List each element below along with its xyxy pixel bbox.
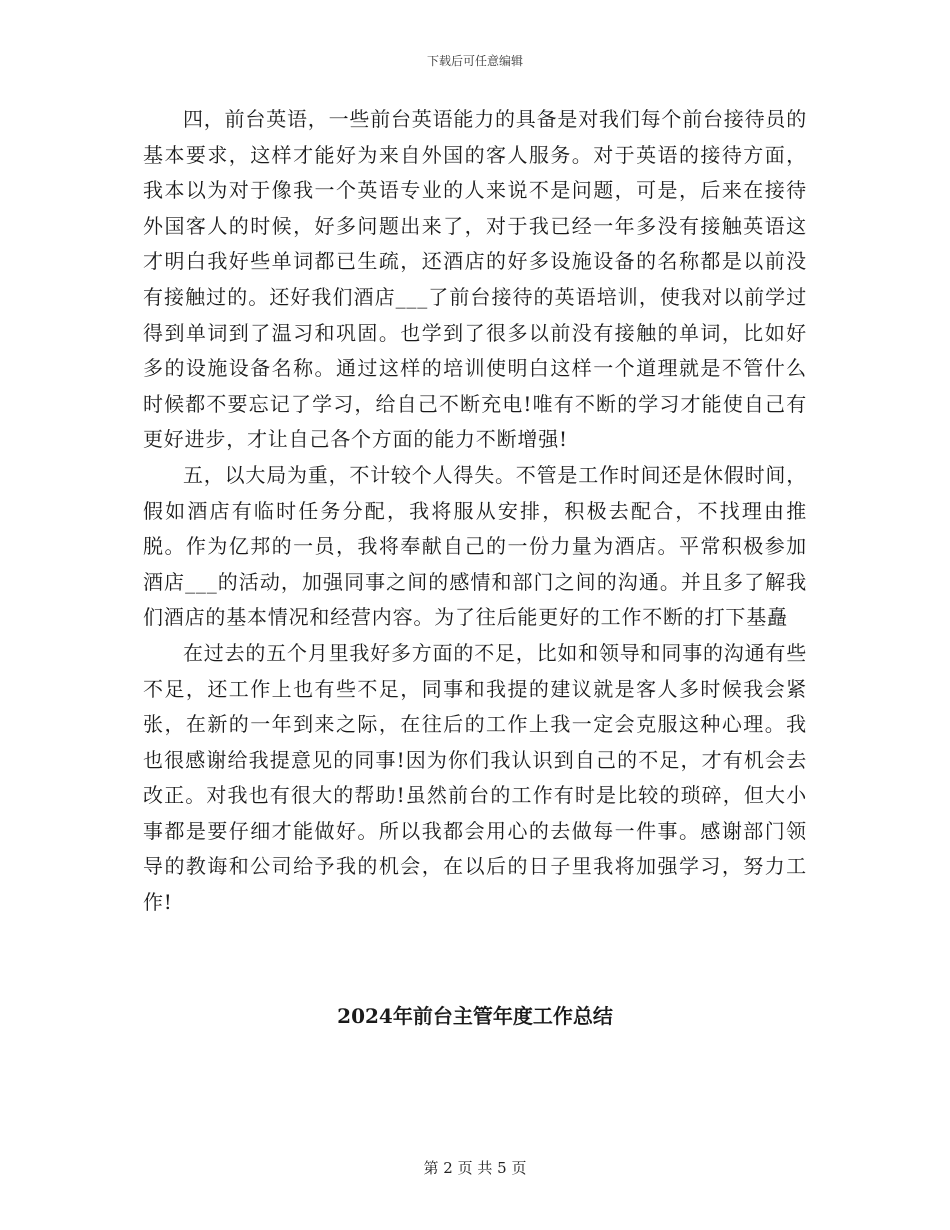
page-header: 下载后可任意编辑 (426, 54, 523, 68)
section-title: 2024年前台主管年度工作总结 (337, 1004, 613, 1028)
paragraph-shortcomings: 在过去的五个月里我好多方面的不足，比如和领导和同事的沟通有些不足，还工作上也有些不足，同事和我提的建议就是客人多时候我会紧张，在新的一年到来之际，在往后的工作上我一定会克服这种心理。我也很感谢给我提意见的同事!因为你们我认识到自己的不足，才有机会去改正。对我也有很大的帮助!虽然前台的工作有时是比较的琐碎，但大小事都是要仔细才能做好。所以我都会用心的去做每一件事。感谢部门领导的教诲和公司给予我的机会，在以后的日子里我将加强学习，努力工作! (143, 640, 807, 915)
page-footer: 第 2 页 共 5 页 (423, 1159, 527, 1177)
paragraph-overall-interest: 五，以大局为重，不计较个人得失。不管是工作时间还是休假时间，假如酒店有临时任务分配，我将服从安排，积极去配合，不找理由推脱。作为亿邦的一员，我将奉献自己的一份力量为酒店。平常积极参加酒店___的活动，加强同事之间的感情和部门之间的沟通。并且多了解我们酒店的基本情况和经营内容。为了往后能更好的工作不断的打下基矗 (143, 462, 807, 630)
document-body (143, 102, 807, 921)
paragraph-front-desk-english: 四，前台英语，一些前台英语能力的具备是对我们每个前台接待员的基本要求，这样才能好为来自外国的客人服务。对于英语的接待方面，我本以为对于像我一个英语专业的人来说不是问题，可是，后来在接待外国客人的时候，好多问题出来了，对于我已经一年多没有接触英语这才明白我好些单词都已生疏，还酒店的好多设施设备的名称都是以前没有接触过的。还好我们酒店___了前台接待的英语培训，使我对以前学过得到单词到了温习和巩固。也学到了很多以前没有接触的单词，比如好多的设施设备名称。通过这样的培训使明白这样一个道理就是不管什么时候都不要忘记了学习，给自己不断充电!唯有不断的学习才能使自己有更好进步，才让自己各个方面的能力不断增强! (143, 107, 807, 452)
